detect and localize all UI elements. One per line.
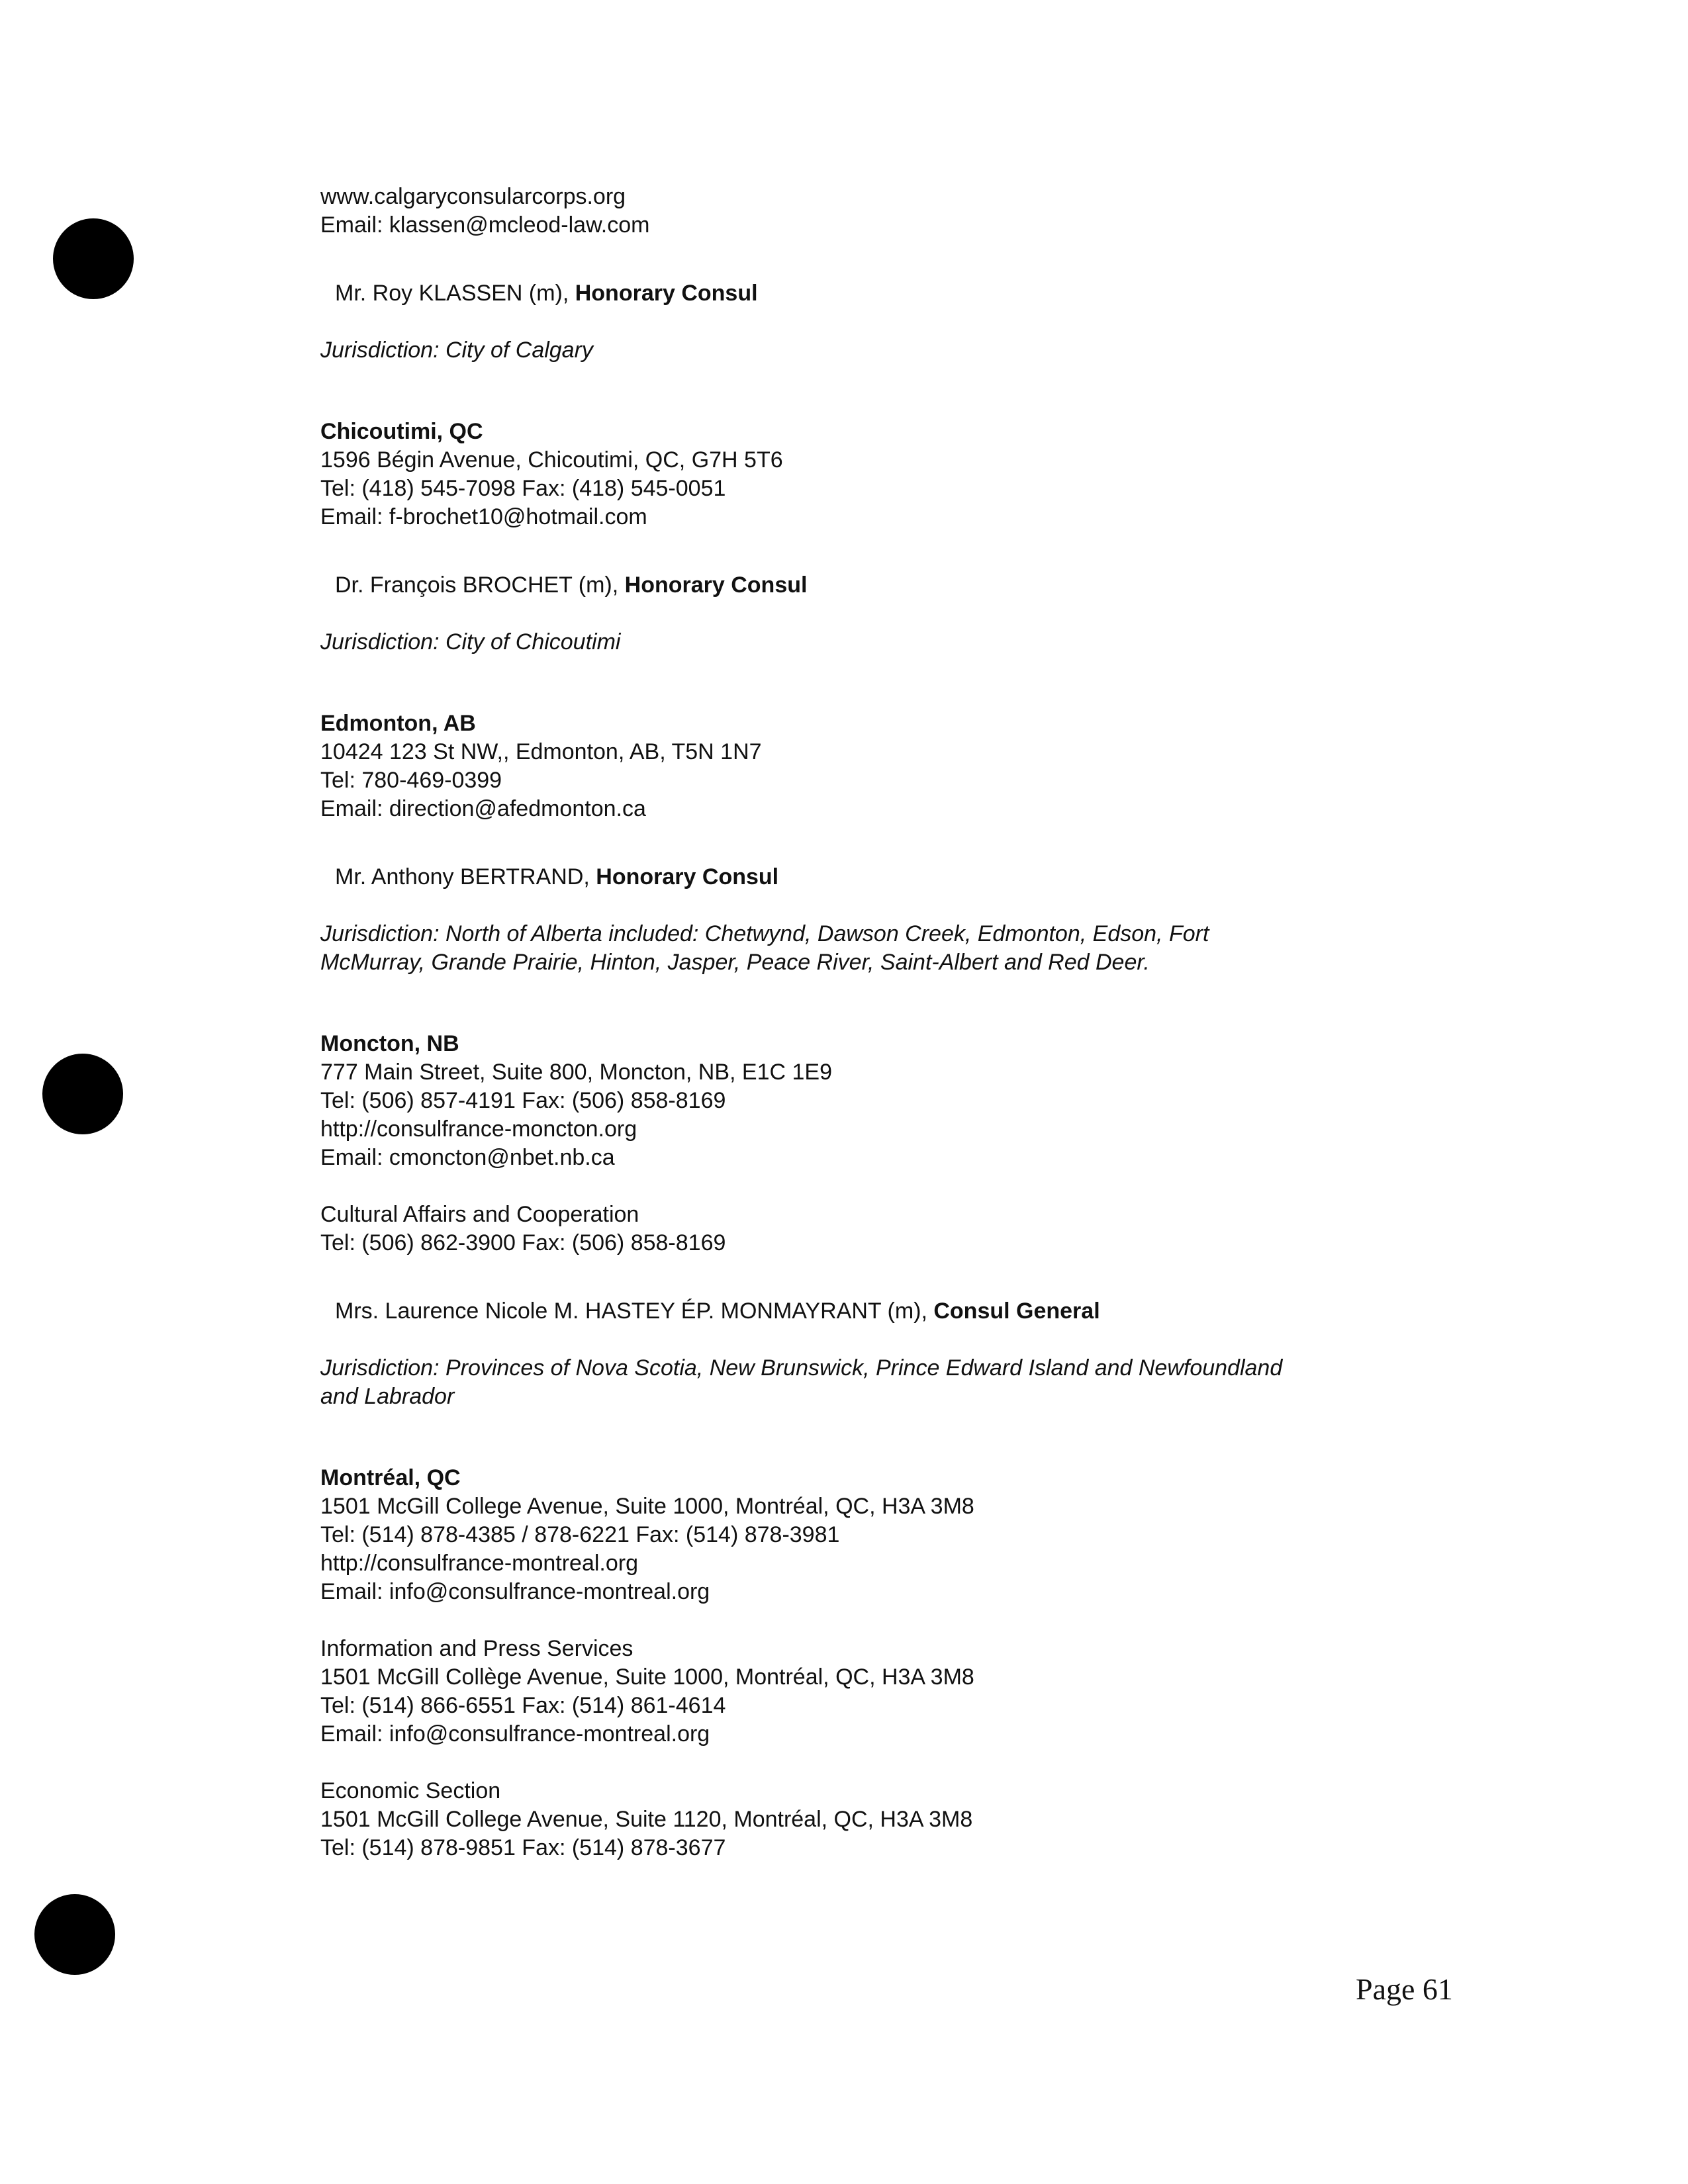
- montreal-address: 1501 McGill College Avenue, Suite 1000, Montréal, QC, H3A 3M8: [320, 1494, 974, 1519]
- edmonton-heading: Edmonton, AB: [320, 711, 476, 736]
- moncton-jurisdiction-line1: Jurisdiction: Provinces of Nova Scotia, New Brunswick, Prince Edward Island and Newfoundland: [320, 1355, 1283, 1381]
- calgary-consul-title: Honorary Consul: [575, 281, 758, 306]
- chicoutimi-consul: Dr. François BROCHET (m), Honorary Consul: [335, 572, 808, 598]
- binder-hole-bottom: [34, 1894, 115, 1975]
- calgary-consul: Mr. Roy KLASSEN (m), Honorary Consul: [335, 281, 758, 306]
- calgary-website[interactable]: www.calgaryconsularcorps.org: [320, 184, 626, 209]
- calgary-email[interactable]: Email: klassen@mcleod-law.com: [320, 212, 650, 238]
- moncton-address: 777 Main Street, Suite 800, Moncton, NB, E1C 1E9: [320, 1060, 832, 1085]
- edmonton-consul: Mr. Anthony BERTRAND, Honorary Consul: [335, 864, 779, 889]
- montreal-press-heading: Information and Press Services: [320, 1636, 633, 1661]
- montreal-press-tel: Tel: (514) 866-6551 Fax: (514) 861-4614: [320, 1693, 726, 1718]
- edmonton-email[interactable]: Email: direction@afedmonton.ca: [320, 796, 646, 821]
- montreal-website[interactable]: http://consulfrance-montreal.org: [320, 1551, 639, 1576]
- chicoutimi-tel: Tel: (418) 545-7098 Fax: (418) 545-0051: [320, 476, 726, 501]
- montreal-heading: Montréal, QC: [320, 1465, 461, 1490]
- page-number: Page 61: [1356, 1972, 1453, 2006]
- page-content: [320, 183, 1479, 1862]
- binder-hole-middle: [42, 1054, 123, 1134]
- edmonton-jurisdiction-line2: McMurray, Grande Prairie, Hinton, Jasper, Peace River, Saint-Albert and Red Deer.: [320, 950, 1150, 975]
- moncton-website[interactable]: http://consulfrance-moncton.org: [320, 1116, 637, 1142]
- edmonton-jurisdiction-line1: Jurisdiction: North of Alberta included: Chetwynd, Dawson Creek, Edmonton, Edson, Fort: [320, 921, 1209, 946]
- chicoutimi-address: 1596 Bégin Avenue, Chicoutimi, QC, G7H 5T6: [320, 447, 783, 473]
- montreal-economic-heading: Economic Section: [320, 1778, 501, 1803]
- moncton-consul: Mrs. Laurence Nicole M. HASTEY ÉP. MONMAYRANT (m), Consul General: [335, 1298, 1100, 1324]
- moncton-cultural-tel: Tel: (506) 862-3900 Fax: (506) 858-8169: [320, 1230, 726, 1255]
- moncton-email[interactable]: Email: cmoncton@nbet.nb.ca: [320, 1145, 615, 1170]
- montreal-press-address: 1501 McGill Collège Avenue, Suite 1000, Montréal, QC, H3A 3M8: [320, 1664, 974, 1690]
- montreal-email[interactable]: Email: info@consulfrance-montreal.org: [320, 1579, 710, 1604]
- edmonton-consul-title: Honorary Consul: [596, 864, 779, 889]
- edmonton-address: 10424 123 St NW,, Edmonton, AB, T5N 1N7: [320, 739, 762, 764]
- edmonton-tel: Tel: 780-469-0399: [320, 768, 502, 793]
- montreal-press-email[interactable]: Email: info@consulfrance-montreal.org: [320, 1721, 710, 1747]
- binder-hole-top: [53, 218, 134, 299]
- chicoutimi-consul-title: Honorary Consul: [624, 572, 808, 598]
- chicoutimi-jurisdiction: Jurisdiction: City of Chicoutimi: [320, 629, 621, 655]
- moncton-cultural-heading: Cultural Affairs and Cooperation: [320, 1202, 639, 1227]
- chicoutimi-email[interactable]: Email: f-brochet10@hotmail.com: [320, 504, 647, 529]
- moncton-heading: Moncton, NB: [320, 1031, 459, 1056]
- montreal-economic-tel: Tel: (514) 878-9851 Fax: (514) 878-3677: [320, 1835, 726, 1860]
- moncton-jurisdiction-line2: and Labrador: [320, 1384, 455, 1409]
- montreal-tel: Tel: (514) 878-4385 / 878-6221 Fax: (514) 878-3981: [320, 1522, 840, 1547]
- calgary-jurisdiction: Jurisdiction: City of Calgary: [320, 338, 593, 363]
- montreal-economic-address: 1501 McGill College Avenue, Suite 1120, Montréal, QC, H3A 3M8: [320, 1807, 973, 1832]
- chicoutimi-heading: Chicoutimi, QC: [320, 419, 483, 444]
- moncton-tel: Tel: (506) 857-4191 Fax: (506) 858-8169: [320, 1088, 726, 1113]
- moncton-consul-title: Consul General: [933, 1298, 1100, 1324]
